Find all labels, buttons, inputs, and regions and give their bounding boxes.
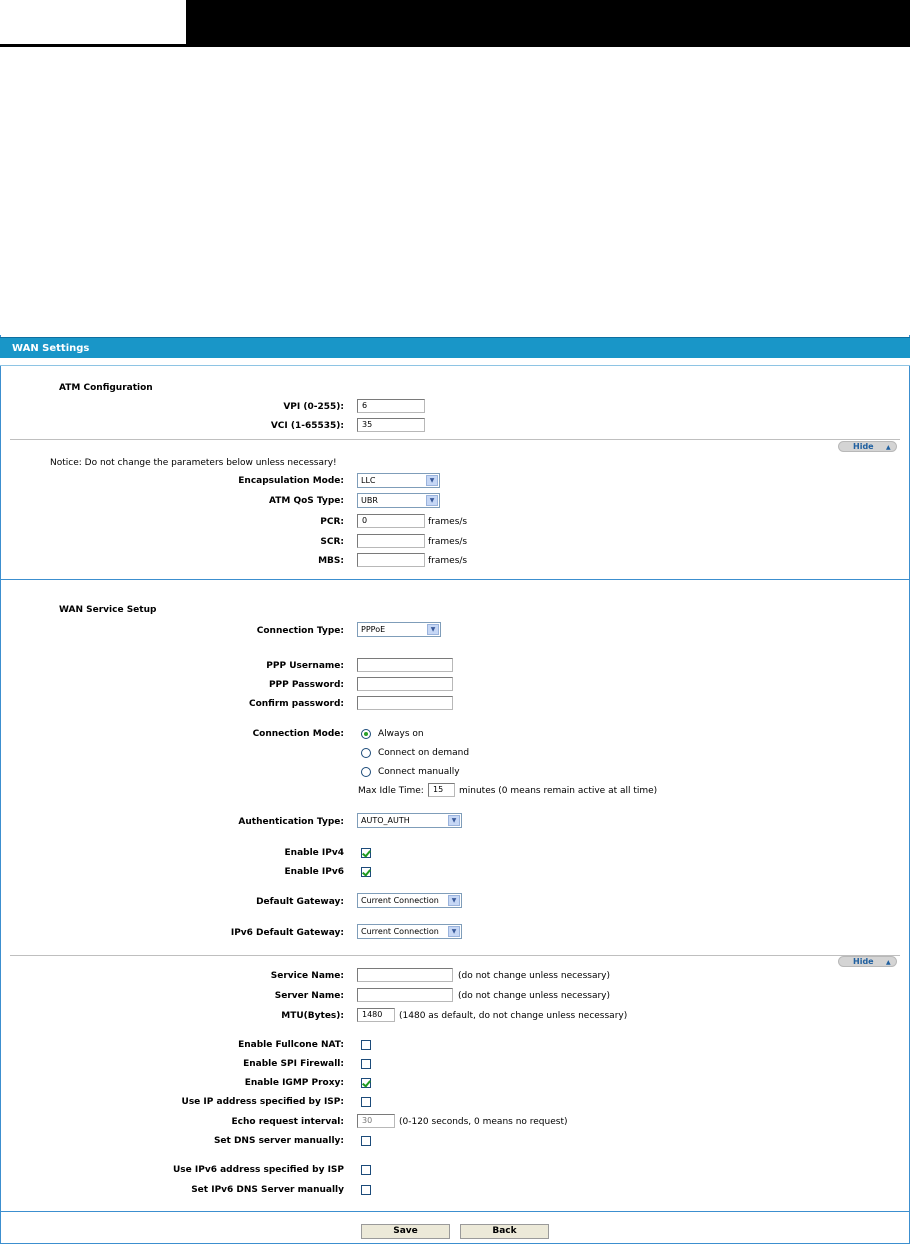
ppp-password-label: PPP Password: xyxy=(268,680,344,690)
ppp-username-input[interactable] xyxy=(357,658,453,672)
ppp-divider xyxy=(10,955,900,956)
ipv6-checkbox[interactable] xyxy=(361,867,371,877)
echo-note: (0-120 seconds, 0 means no request) xyxy=(399,1117,568,1127)
scr-input[interactable] xyxy=(357,534,425,548)
ipv6-gateway-label: IPv6 Default Gateway: xyxy=(230,928,344,938)
service-name-label: Service Name: xyxy=(270,971,344,981)
ipv4-checkbox[interactable] xyxy=(361,848,371,858)
pcr-unit: frames/s xyxy=(428,517,468,527)
conn-type-value: PPPoE xyxy=(361,625,386,634)
ipv6-gateway-value: Current Connection xyxy=(361,927,439,936)
actions-divider xyxy=(0,1211,910,1212)
encap-label: Encapsulation Mode: xyxy=(238,476,344,486)
isp-ip-checkbox[interactable] xyxy=(361,1097,371,1107)
ipv6-gateway-select[interactable] xyxy=(357,924,462,939)
mbs-input[interactable] xyxy=(357,553,425,567)
wan-service-section-title: WAN Service Setup xyxy=(59,605,157,615)
atm-divider xyxy=(10,439,900,440)
hide-label: Hide xyxy=(853,957,874,966)
conn-type-select[interactable] xyxy=(357,622,441,637)
dns-label: Set DNS server manually: xyxy=(213,1136,344,1146)
notice-text: Notice: Do not change the parameters below unless necessary! xyxy=(50,458,337,468)
isp-ipv6-label: Use IPv6 address specified by ISP xyxy=(173,1165,344,1175)
section-divider xyxy=(0,579,910,580)
conn-type-label: Connection Type: xyxy=(256,626,344,636)
isp-ip-label: Use IP address specified by ISP: xyxy=(181,1097,344,1107)
ppp-password-input[interactable] xyxy=(357,677,453,691)
panel-title: WAN Settings xyxy=(0,337,910,358)
chevron-up-icon: ▲ xyxy=(886,444,891,451)
default-gateway-select[interactable] xyxy=(357,893,462,908)
qos-value: UBR xyxy=(361,496,378,505)
confirm-password-label: Confirm password: xyxy=(248,699,344,709)
mode-manual-label: Connect manually xyxy=(378,767,460,777)
mtu-note: (1480 as default, do not change unless necessary) xyxy=(399,1011,628,1021)
echo-input[interactable]: 30 xyxy=(357,1114,395,1128)
scr-unit: frames/s xyxy=(428,537,468,547)
mode-always-radio[interactable] xyxy=(361,729,371,739)
auth-type-label: Authentication Type: xyxy=(238,817,344,827)
fullcone-label: Enable Fullcone NAT: xyxy=(238,1040,344,1050)
chevron-down-icon: ▼ xyxy=(448,926,460,937)
hide-atm-advanced-button[interactable] xyxy=(838,441,897,452)
mbs-unit: frames/s xyxy=(428,556,468,566)
server-name-input[interactable] xyxy=(357,988,453,1002)
dns6-label: Set IPv6 DNS Server manually xyxy=(191,1185,344,1195)
mtu-input[interactable]: 1480 xyxy=(357,1008,395,1022)
qos-select[interactable] xyxy=(357,493,440,508)
conn-mode-label: Connection Mode: xyxy=(252,729,344,739)
mtu-label: MTU(Bytes): xyxy=(281,1011,344,1021)
max-idle-note: minutes (0 means remain active at all time) xyxy=(459,786,658,796)
chevron-down-icon: ▼ xyxy=(426,475,438,486)
back-button[interactable]: Back xyxy=(460,1224,549,1239)
chevron-down-icon: ▼ xyxy=(427,624,439,635)
encap-select[interactable] xyxy=(357,473,440,488)
mode-demand-radio[interactable] xyxy=(361,748,371,758)
max-idle-label: Max Idle Time: xyxy=(358,786,424,796)
service-name-input[interactable] xyxy=(357,968,453,982)
header-notch xyxy=(0,0,186,44)
spi-checkbox[interactable] xyxy=(361,1059,371,1069)
mbs-label: MBS: xyxy=(318,556,344,566)
max-idle-input[interactable]: 15 xyxy=(428,783,455,797)
atm-section-title: ATM Configuration xyxy=(59,383,153,393)
vci-label: VCI (1-65535): xyxy=(270,421,344,431)
chevron-down-icon: ▼ xyxy=(448,895,460,906)
auth-type-select[interactable] xyxy=(357,813,462,828)
confirm-password-input[interactable] xyxy=(357,696,453,710)
ipv4-label: Enable IPv4 xyxy=(284,848,344,858)
fullcone-checkbox[interactable] xyxy=(361,1040,371,1050)
panel-title-underline xyxy=(0,358,910,366)
document-header-bar xyxy=(0,0,910,47)
spi-label: Enable SPI Firewall: xyxy=(243,1059,344,1069)
vpi-input[interactable]: 6 xyxy=(357,399,425,413)
server-name-label: Server Name: xyxy=(274,991,344,1001)
hide-label: Hide xyxy=(853,442,874,451)
default-gateway-label: Default Gateway: xyxy=(256,897,344,907)
igmp-label: Enable IGMP Proxy: xyxy=(244,1078,344,1088)
wan-settings-panel xyxy=(0,335,910,1244)
chevron-up-icon: ▲ xyxy=(886,959,891,966)
igmp-checkbox[interactable] xyxy=(361,1078,371,1088)
scr-label: SCR: xyxy=(320,537,344,547)
chevron-down-icon: ▼ xyxy=(426,495,438,506)
header-rule xyxy=(6,44,186,47)
ppp-username-label: PPP Username: xyxy=(266,661,344,671)
encap-value: LLC xyxy=(361,476,376,485)
mode-demand-label: Connect on demand xyxy=(378,748,470,758)
echo-label: Echo request interval: xyxy=(231,1117,344,1127)
vci-input[interactable]: 35 xyxy=(357,418,425,432)
vpi-label: VPI (0-255): xyxy=(283,402,344,412)
save-button[interactable]: Save xyxy=(361,1224,450,1239)
dns-checkbox[interactable] xyxy=(361,1136,371,1146)
qos-label: ATM QoS Type: xyxy=(268,496,344,506)
pcr-input[interactable]: 0 xyxy=(357,514,425,528)
ipv6-label: Enable IPv6 xyxy=(284,867,344,877)
hide-ppp-advanced-button[interactable] xyxy=(838,956,897,967)
isp-ipv6-checkbox[interactable] xyxy=(361,1165,371,1175)
pcr-label: PCR: xyxy=(320,517,344,527)
default-gateway-value: Current Connection xyxy=(361,896,439,905)
chevron-down-icon: ▼ xyxy=(448,815,460,826)
auth-type-value: AUTO_AUTH xyxy=(361,816,410,825)
server-name-note: (do not change unless necessary) xyxy=(458,991,611,1001)
mode-manual-radio[interactable] xyxy=(361,767,371,777)
dns6-checkbox[interactable] xyxy=(361,1185,371,1195)
service-name-note: (do not change unless necessary) xyxy=(458,971,611,981)
mode-always-label: Always on xyxy=(378,729,424,739)
